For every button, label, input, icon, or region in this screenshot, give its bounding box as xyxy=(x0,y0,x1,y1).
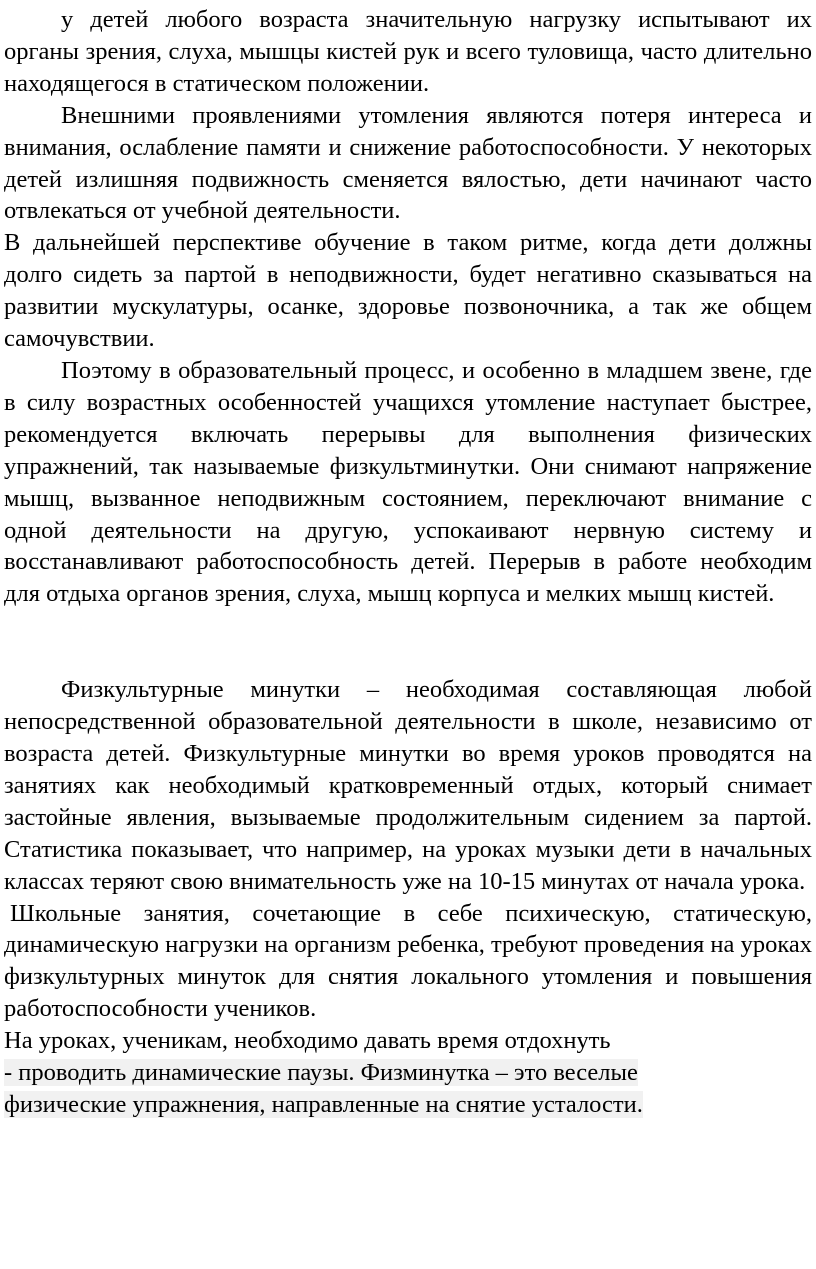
paragraph-1: у детей любого возраста значительную нагрузку испытывают их органы зрения, слуха, мышцы кистей рук и всего туловища, часто длительно находящегося в статическом положении. xyxy=(4,6,812,97)
final-line-3-wrapper xyxy=(4,1089,812,1121)
paragraph-3: В дальнейшей перспективе обучение в таком ритме, когда дети должны долго сидеть за партой в неподвижности, будет негативно сказываться на развитии мускулатуры, осанке, здоровье позвоночника, а так же общем самочувствии. xyxy=(4,229,812,353)
paragraph-2: Внешними проявлениями утомления являются потеря интереса и внимания, ослабление памяти и снижение работоспособности. У некоторых детей излишняя подвижность сменяется вялостью, дети начинают часто отвлекаться от учебной деятельности. xyxy=(4,101,812,225)
paragraph-6: Школьные занятия, сочетающие в себе психическую, статическую, динамическую нагрузки на организм ребенка, требуют проведения на уроках физкультурных минуток для снятия локального утомления и повышения работоспособности учеников. xyxy=(4,899,812,1023)
final-line-1: На уроках, ученикам, необходимо давать время отдохнуть xyxy=(4,1027,611,1055)
final-line-2-wrapper xyxy=(4,1057,812,1089)
paragraph-4: Поэтому в образовательный процесс, и особенно в младшем звене, где в силу возрастных особенностей учащихся утомление наступает быстрее, рекомендуется включать перерывы для выполнения физических упражнений, так называемые физкультминутки. Они снимают напряжение мышц, вызванное неподвижным состоянием, переключают внимание с одной деятельности на другую, успокаивают нервную систему и восстанавливают работоспособность детей. Перерыв в работе необходим для отдыха органов зрения, слуха, мышц корпуса и мелких мышц кистей. xyxy=(4,356,812,608)
paragraph-gap xyxy=(4,610,812,674)
paragraph-5: Физкультурные минутки – необходимая составляющая любой непосредственной образовательной деятельности в школе, независимо от возраста детей. Физкультурные минутки во время уроков проводятся на занятиях как необходимый кратковременный отдых, который снимает застойные явления, вызываемые продолжительным сидением за партой. Статистика показывает, что например, на уроках музыки дети в начальных классах теряют свою внимательность уже на 10-15 минутах от начала урока. xyxy=(4,676,812,895)
final-line-3: физические упражнения, направленные на снятие усталости. xyxy=(4,1091,643,1118)
final-block xyxy=(4,1025,812,1121)
final-line-2: - проводить динамические паузы. Физминутка – это веселые xyxy=(4,1059,638,1087)
